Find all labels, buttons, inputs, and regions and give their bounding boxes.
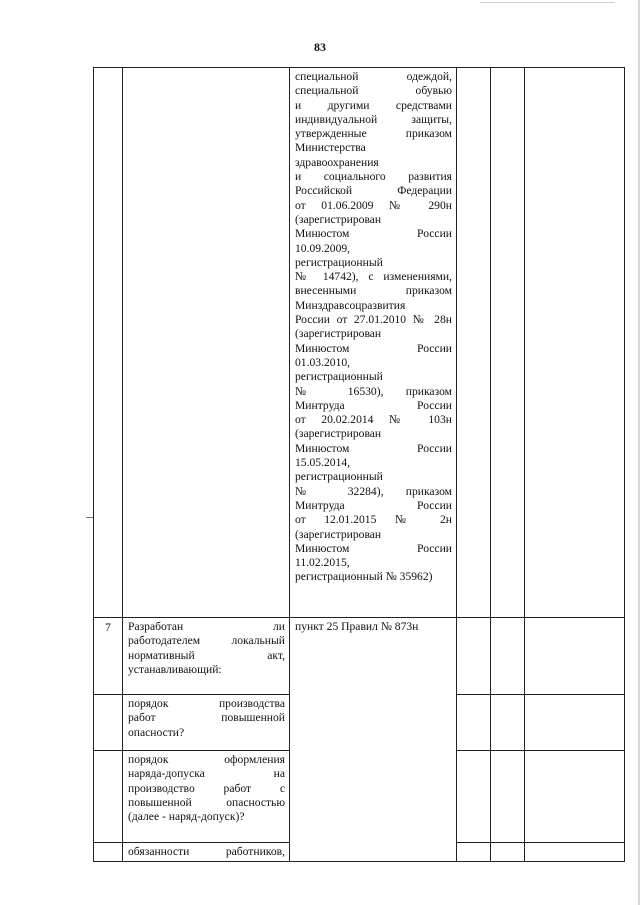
text-line: Разработан ли (128, 620, 285, 633)
text-line: Министерства (295, 141, 366, 155)
remarks-cell (525, 751, 625, 843)
text-line: от 20.02.2014 № 103н (295, 413, 452, 427)
text-line: (зарегистрирован (295, 527, 382, 541)
text-line: № 16530), приказом (295, 384, 452, 398)
text-line: Минздравсоцразвития (295, 298, 406, 312)
page-number: 83 (314, 40, 326, 54)
text-line: № 14742), с изменениями, (295, 270, 452, 284)
text-line: внесенными приказом (295, 284, 452, 298)
row-number-cell (94, 68, 123, 618)
text-line: регистрационный (295, 255, 383, 269)
answer-no-cell (491, 68, 525, 618)
answer-no-cell (491, 751, 525, 843)
text-line: обязанности работников, (128, 845, 285, 858)
requisites-text (290, 68, 456, 587)
question-text (123, 751, 289, 826)
text-line: опасности? (128, 725, 185, 739)
text-line: производство работ с (128, 781, 285, 795)
answer-yes-cell (457, 751, 491, 843)
answer-yes-cell (457, 618, 491, 695)
text-line: от 01.06.2009 № 290н (295, 198, 452, 212)
requisites-text (290, 618, 456, 636)
text-line: устанавливающий: (128, 662, 222, 676)
margin-tick (86, 517, 93, 518)
text-line: наряда-допуска на (128, 767, 285, 781)
answer-yes-cell (457, 843, 491, 862)
text-line: работодателем локальный (128, 634, 285, 648)
question-cell (123, 618, 290, 695)
question-cell (123, 695, 290, 751)
text-line: работ повышенной (128, 711, 285, 725)
text-line: 10.09.2009, (295, 241, 351, 255)
checklist-table (93, 67, 625, 862)
text-line: и другими средствами (295, 98, 452, 112)
row-number-cell (94, 695, 123, 751)
text-line: № 32284), приказом (295, 484, 452, 498)
text-line: Минюстом России (295, 441, 452, 455)
answer-yes-cell (457, 695, 491, 751)
text-line: здравоохранения (295, 155, 379, 169)
text-line: регистрационный (295, 470, 383, 484)
table-row-7 (94, 618, 625, 695)
text-line: 11.02.2015, (295, 556, 350, 570)
question-cell (123, 843, 290, 862)
answer-yes-cell (457, 68, 491, 618)
text-line: 15.05.2014, (295, 456, 351, 470)
question-text (123, 843, 289, 861)
text-line: от 12.01.2015 № 2н (295, 513, 452, 527)
text-line: и социального развития (295, 170, 452, 184)
text-line: утвержденные приказом (295, 127, 452, 141)
answer-no-cell (491, 618, 525, 695)
answer-no-cell (491, 843, 525, 862)
table-row-continuation (94, 68, 625, 618)
scan-edge-mark (480, 2, 615, 3)
question-cell (123, 68, 290, 618)
text-line: (зарегистрирован (295, 212, 382, 226)
text-line: (зарегистрирован (295, 327, 382, 341)
text-line: (зарегистрирован (295, 427, 382, 441)
text-line: повышенной опасностью (128, 795, 285, 809)
remarks-cell (525, 843, 625, 862)
text-line: нормативный акт, (128, 648, 285, 662)
remarks-cell (525, 68, 625, 618)
text-line: порядок производства (128, 697, 285, 710)
question-cell (123, 751, 290, 843)
text-line: специальной обувью (295, 84, 452, 98)
text-line: Минтруда России (295, 498, 452, 512)
row-number-cell (94, 843, 123, 862)
text-line: (далее - наряд-допуск)? (128, 810, 245, 824)
text-line: Минюстом России (295, 227, 452, 241)
requisites-cell (290, 618, 457, 862)
text-line: специальной одеждой, (295, 70, 452, 83)
question-text (123, 695, 289, 742)
row-number-cell (94, 751, 123, 843)
requisites-cell (290, 68, 457, 618)
question-text (123, 618, 289, 679)
text-line: России от 27.01.2010 № 28н (295, 313, 452, 327)
text-line: Минюстом России (295, 341, 452, 355)
text-line: 01.03.2010, (295, 355, 351, 369)
text-line: индивидуальной защиты, (295, 112, 452, 126)
text-line: порядок оформления (128, 753, 285, 766)
text-line: Российской Федерации (295, 184, 452, 198)
text-line: Минюстом России (295, 541, 452, 555)
text-line: пункт 25 Правил № 873н (295, 620, 419, 633)
text-line: Минтруда России (295, 398, 452, 412)
text-line: регистрационный № 35962) (295, 570, 433, 584)
answer-no-cell (491, 695, 525, 751)
row-number-cell: 7 (94, 618, 123, 695)
remarks-cell (525, 695, 625, 751)
text-line: регистрационный (295, 370, 383, 384)
remarks-cell (525, 618, 625, 695)
